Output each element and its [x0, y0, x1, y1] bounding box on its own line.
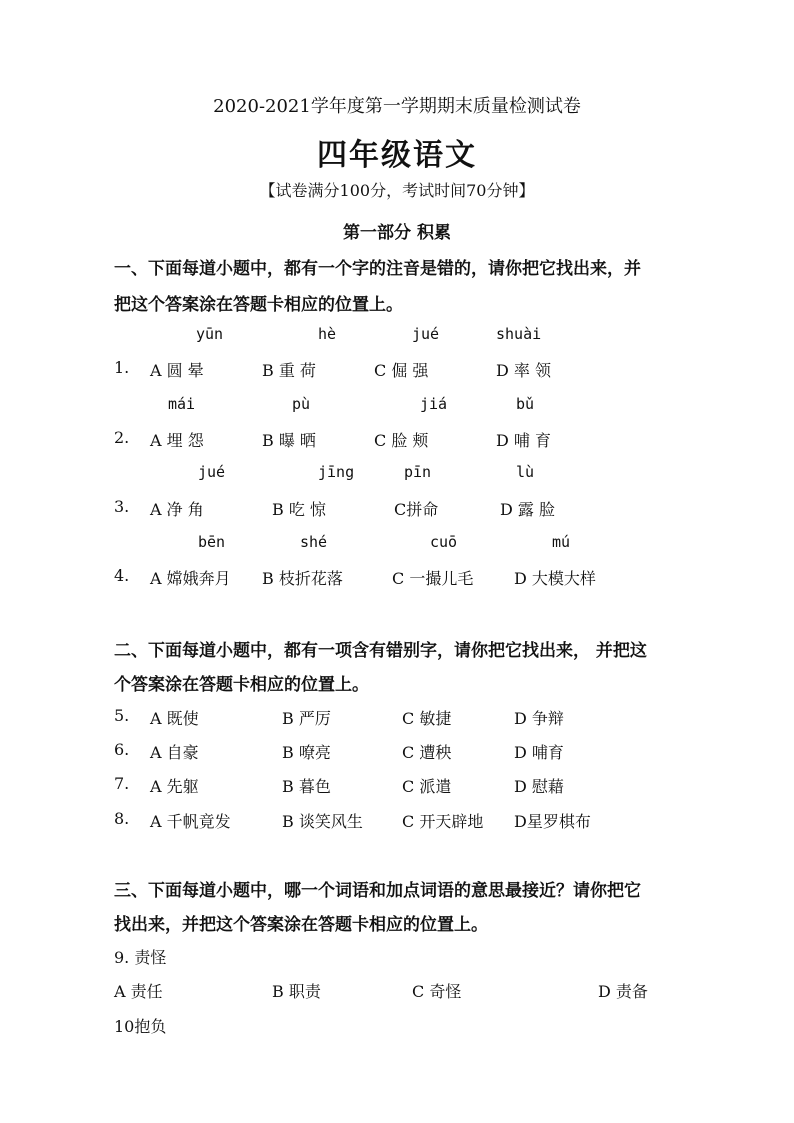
option-a: A 既使: [150, 709, 199, 728]
option-d: D星罗棋布: [514, 812, 591, 831]
option-c: C 遭秧: [402, 743, 452, 762]
pinyin: jué: [198, 463, 226, 481]
section1-instruction-line1: 一、下面每道小题中，都有一个字的注音是错的，请你把它找出来，并: [114, 259, 641, 279]
section2-instruction-line1: 二、下面每道小题中，都有一项含有错别字，请你把它找出来， 并把这: [114, 641, 647, 661]
option-d: D 责备: [598, 982, 648, 1001]
option-c: C 一撮儿毛: [392, 569, 474, 588]
option-d: D 露 脸: [500, 500, 556, 519]
option-d: D 哺 育: [496, 431, 552, 450]
option-d: D 率 领: [496, 361, 552, 380]
option-b: B 谈笑风生: [282, 812, 363, 831]
option-b: B 嘹亮: [282, 743, 331, 762]
option-b: B 职责: [272, 982, 321, 1001]
section2-instruction-line2: 个答案涂在答题卡相应的位置上。: [114, 675, 369, 695]
question-number: 4.: [114, 566, 130, 585]
option-a: A 责任: [114, 982, 163, 1001]
pinyin: pù: [292, 395, 311, 413]
pinyin: mái: [168, 395, 196, 413]
option-c: C拼命: [394, 500, 439, 519]
question-number: 7.: [114, 774, 130, 793]
option-c: C 开天辟地: [402, 812, 484, 831]
question-number: 2.: [114, 428, 130, 447]
option-b: B 重 荷: [262, 361, 316, 380]
pinyin: hè: [318, 325, 337, 343]
option-a: A 千帆竟发: [150, 812, 231, 831]
question-number: 5.: [114, 706, 130, 725]
option-b: B 吃 惊: [272, 500, 326, 519]
option-c: C 奇怪: [412, 982, 462, 1001]
pinyin: mú: [552, 533, 571, 551]
pinyin: jué: [412, 325, 440, 343]
subject-title: 四年级语文: [317, 138, 477, 173]
option-d: D 大模大样: [514, 569, 596, 588]
option-a: A 埋 怨: [150, 431, 204, 450]
question-stem: 9. 责怪: [114, 948, 167, 967]
option-c: C 敏捷: [402, 709, 452, 728]
pinyin: cuō: [430, 533, 458, 551]
option-c: C 脸 颊: [374, 431, 429, 450]
question-stem: 10抱负: [114, 1017, 167, 1036]
option-b: B 曝 晒: [262, 431, 316, 450]
exam-title: 2020-2021学年度第一学期期末质量检测试卷: [213, 96, 581, 117]
pinyin: jiá: [420, 395, 448, 413]
option-a: A 圆 晕: [150, 361, 204, 380]
option-d: D 慰藉: [514, 777, 564, 796]
option-d: D 争辩: [514, 709, 564, 728]
question-number: 1.: [114, 358, 130, 377]
pinyin: lù: [516, 463, 535, 481]
option-a: A 净 角: [150, 500, 204, 519]
section3-instruction-line1: 三、下面每道小题中，哪一个词语和加点词语的意思最接近？请你把它: [114, 881, 641, 901]
option-d: D 哺育: [514, 743, 564, 762]
pinyin: yūn: [196, 325, 224, 343]
option-a: A 自豪: [150, 743, 199, 762]
question-number: 3.: [114, 497, 130, 516]
section1-instruction-line2: 把这个答案涂在答题卡相应的位置上。: [114, 295, 403, 315]
option-b: B 暮色: [282, 777, 331, 796]
option-c: C 派遣: [402, 777, 452, 796]
score-time-note: 【试卷满分100分，考试时间70分钟】: [259, 181, 535, 200]
pinyin: shé: [300, 533, 328, 551]
pinyin: pīn: [404, 463, 432, 481]
part-heading: 第一部分 积累: [343, 223, 451, 243]
option-b: B 严厉: [282, 709, 331, 728]
pinyin: bǔ: [516, 395, 535, 413]
pinyin: shuài: [496, 325, 542, 343]
option-c: C 倔 强: [374, 361, 429, 380]
question-number: 6.: [114, 740, 130, 759]
section3-instruction-line2: 找出来，并把这个答案涂在答题卡相应的位置上。: [114, 915, 488, 935]
question-number: 8.: [114, 809, 130, 828]
option-a: A 先躯: [150, 777, 199, 796]
option-b: B 枝折花落: [262, 569, 343, 588]
pinyin: bēn: [198, 533, 226, 551]
option-a: A 嫦娥奔月: [150, 569, 231, 588]
pinyin: jīng: [318, 463, 355, 481]
